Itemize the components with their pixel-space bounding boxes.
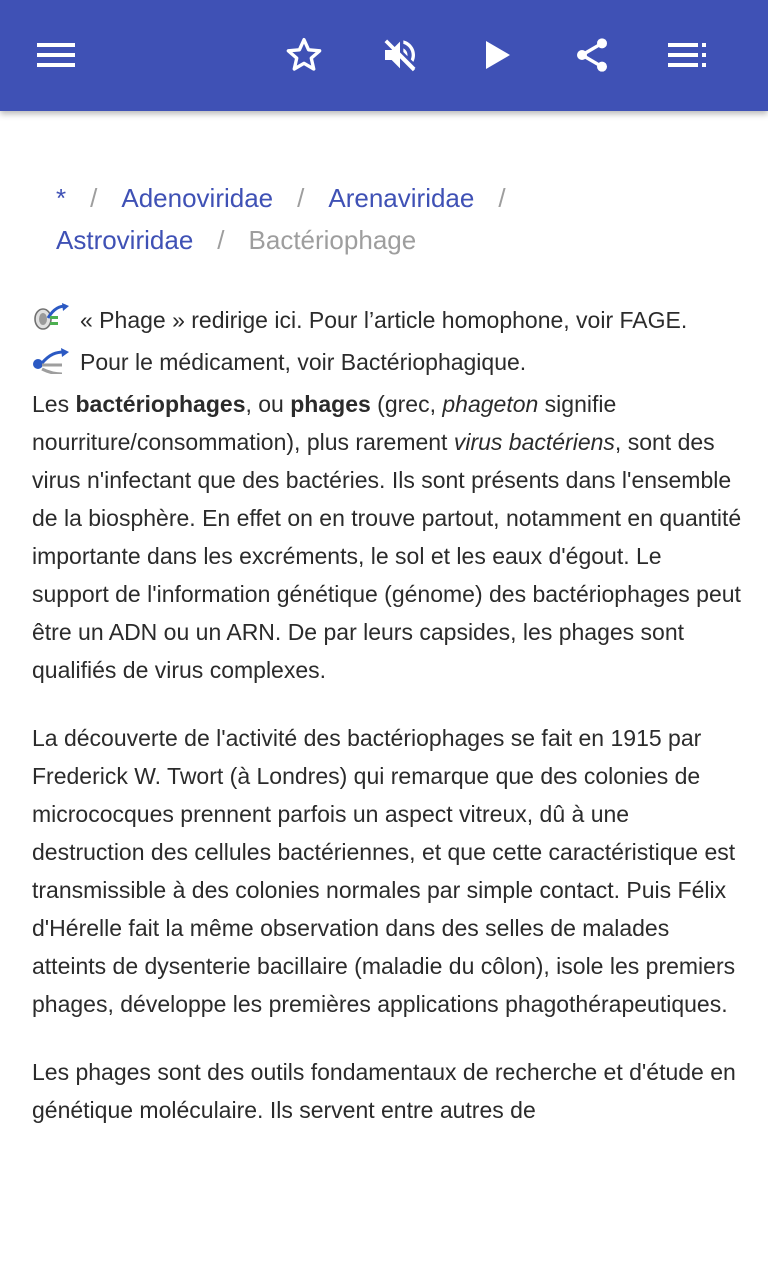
text-run: , ou [245, 391, 291, 417]
breadcrumb [32, 177, 742, 261]
contents-button[interactable] [658, 25, 718, 85]
menu-icon [37, 41, 75, 69]
breadcrumb-separator: / [217, 225, 225, 255]
share-icon [572, 34, 612, 76]
breadcrumb-current: Bactériophage [248, 225, 417, 255]
disambiguation-notice [32, 343, 742, 385]
share-button[interactable] [562, 25, 622, 85]
text-run: signifie nourriture/consommation), plus rarement [32, 391, 617, 455]
breadcrumb-item-astroviridae[interactable]: Astroviridae [56, 225, 194, 255]
redirect-notice-text: « Phage » redirige ici. Pour l’article homophone, voir FAGE. [80, 307, 688, 333]
mute-button[interactable] [370, 25, 430, 85]
breadcrumb-row [32, 177, 742, 219]
breadcrumb-row [32, 219, 742, 261]
mute-icon [380, 35, 420, 75]
paragraph: La découverte de l'activité des bactériophages se fait en 1915 par Frederick W. Twort (à Londres) qui remarque que des colonies de micrococques prennent parfois un aspect vitreux, dû à une destruction des cellules bactériennes, et que cette caractéristique est transmissible à des colonies normales par simple contact. Puis Félix d'Hérelle fait la même observation dans des selles de malades atteints de dysenterie bacillaire (maladie du côlon), isole les premiers phages, développe les premières applications phagothérapeutiques. [32, 725, 736, 1017]
breadcrumb-separator: / [498, 183, 506, 213]
breadcrumb-item-adenoviridae[interactable]: Adenoviridae [121, 183, 274, 213]
breadcrumb-separator: / [297, 183, 305, 213]
breadcrumb-item-root[interactable]: * [56, 183, 67, 213]
breadcrumb-separator: / [90, 183, 98, 213]
play-icon [484, 39, 512, 71]
bold-term: phages [290, 391, 371, 417]
paragraph [32, 385, 742, 689]
disambiguation-icon [32, 347, 70, 385]
article-content [32, 111, 742, 1159]
text-run: , sont des virus n'infectant que des bactéries. Ils sont présents dans l'ensemble de la biosphère. En effet on en trouve partout, notamment en quantité importante dans les excréments, le sol et les eaux d'égout. Le support de l'information génétique (génome) des bactériophages peut être un ADN ou un ARN. De par leurs capsides, les phages sont qualifiés de virus complexes. [32, 429, 742, 683]
italic-term: virus bactériens [453, 429, 615, 455]
redirect-notice [32, 301, 742, 343]
text-run: (grec, [370, 391, 443, 417]
bold-term: bactériophages [75, 391, 246, 417]
article-body [32, 301, 742, 1129]
text-run: Les [32, 391, 76, 417]
redirect-disambiguation-icon [32, 302, 70, 343]
italic-term: phageton [442, 391, 539, 417]
play-button[interactable] [468, 25, 528, 85]
breadcrumb-item-arenaviridae[interactable]: Arenaviridae [328, 183, 475, 213]
favorite-button[interactable] [274, 25, 334, 85]
menu-button[interactable] [26, 25, 86, 85]
star-icon [283, 35, 325, 75]
disambiguation-notice-text: Pour le médicament, voir Bactériophagique. [80, 349, 527, 375]
paragraph: Les phages sont des outils fondamentaux de recherche et d'étude en génétique moléculaire. Ils servent entre autres de [32, 1059, 736, 1123]
toc-icon [668, 41, 708, 69]
app-toolbar [0, 0, 768, 111]
